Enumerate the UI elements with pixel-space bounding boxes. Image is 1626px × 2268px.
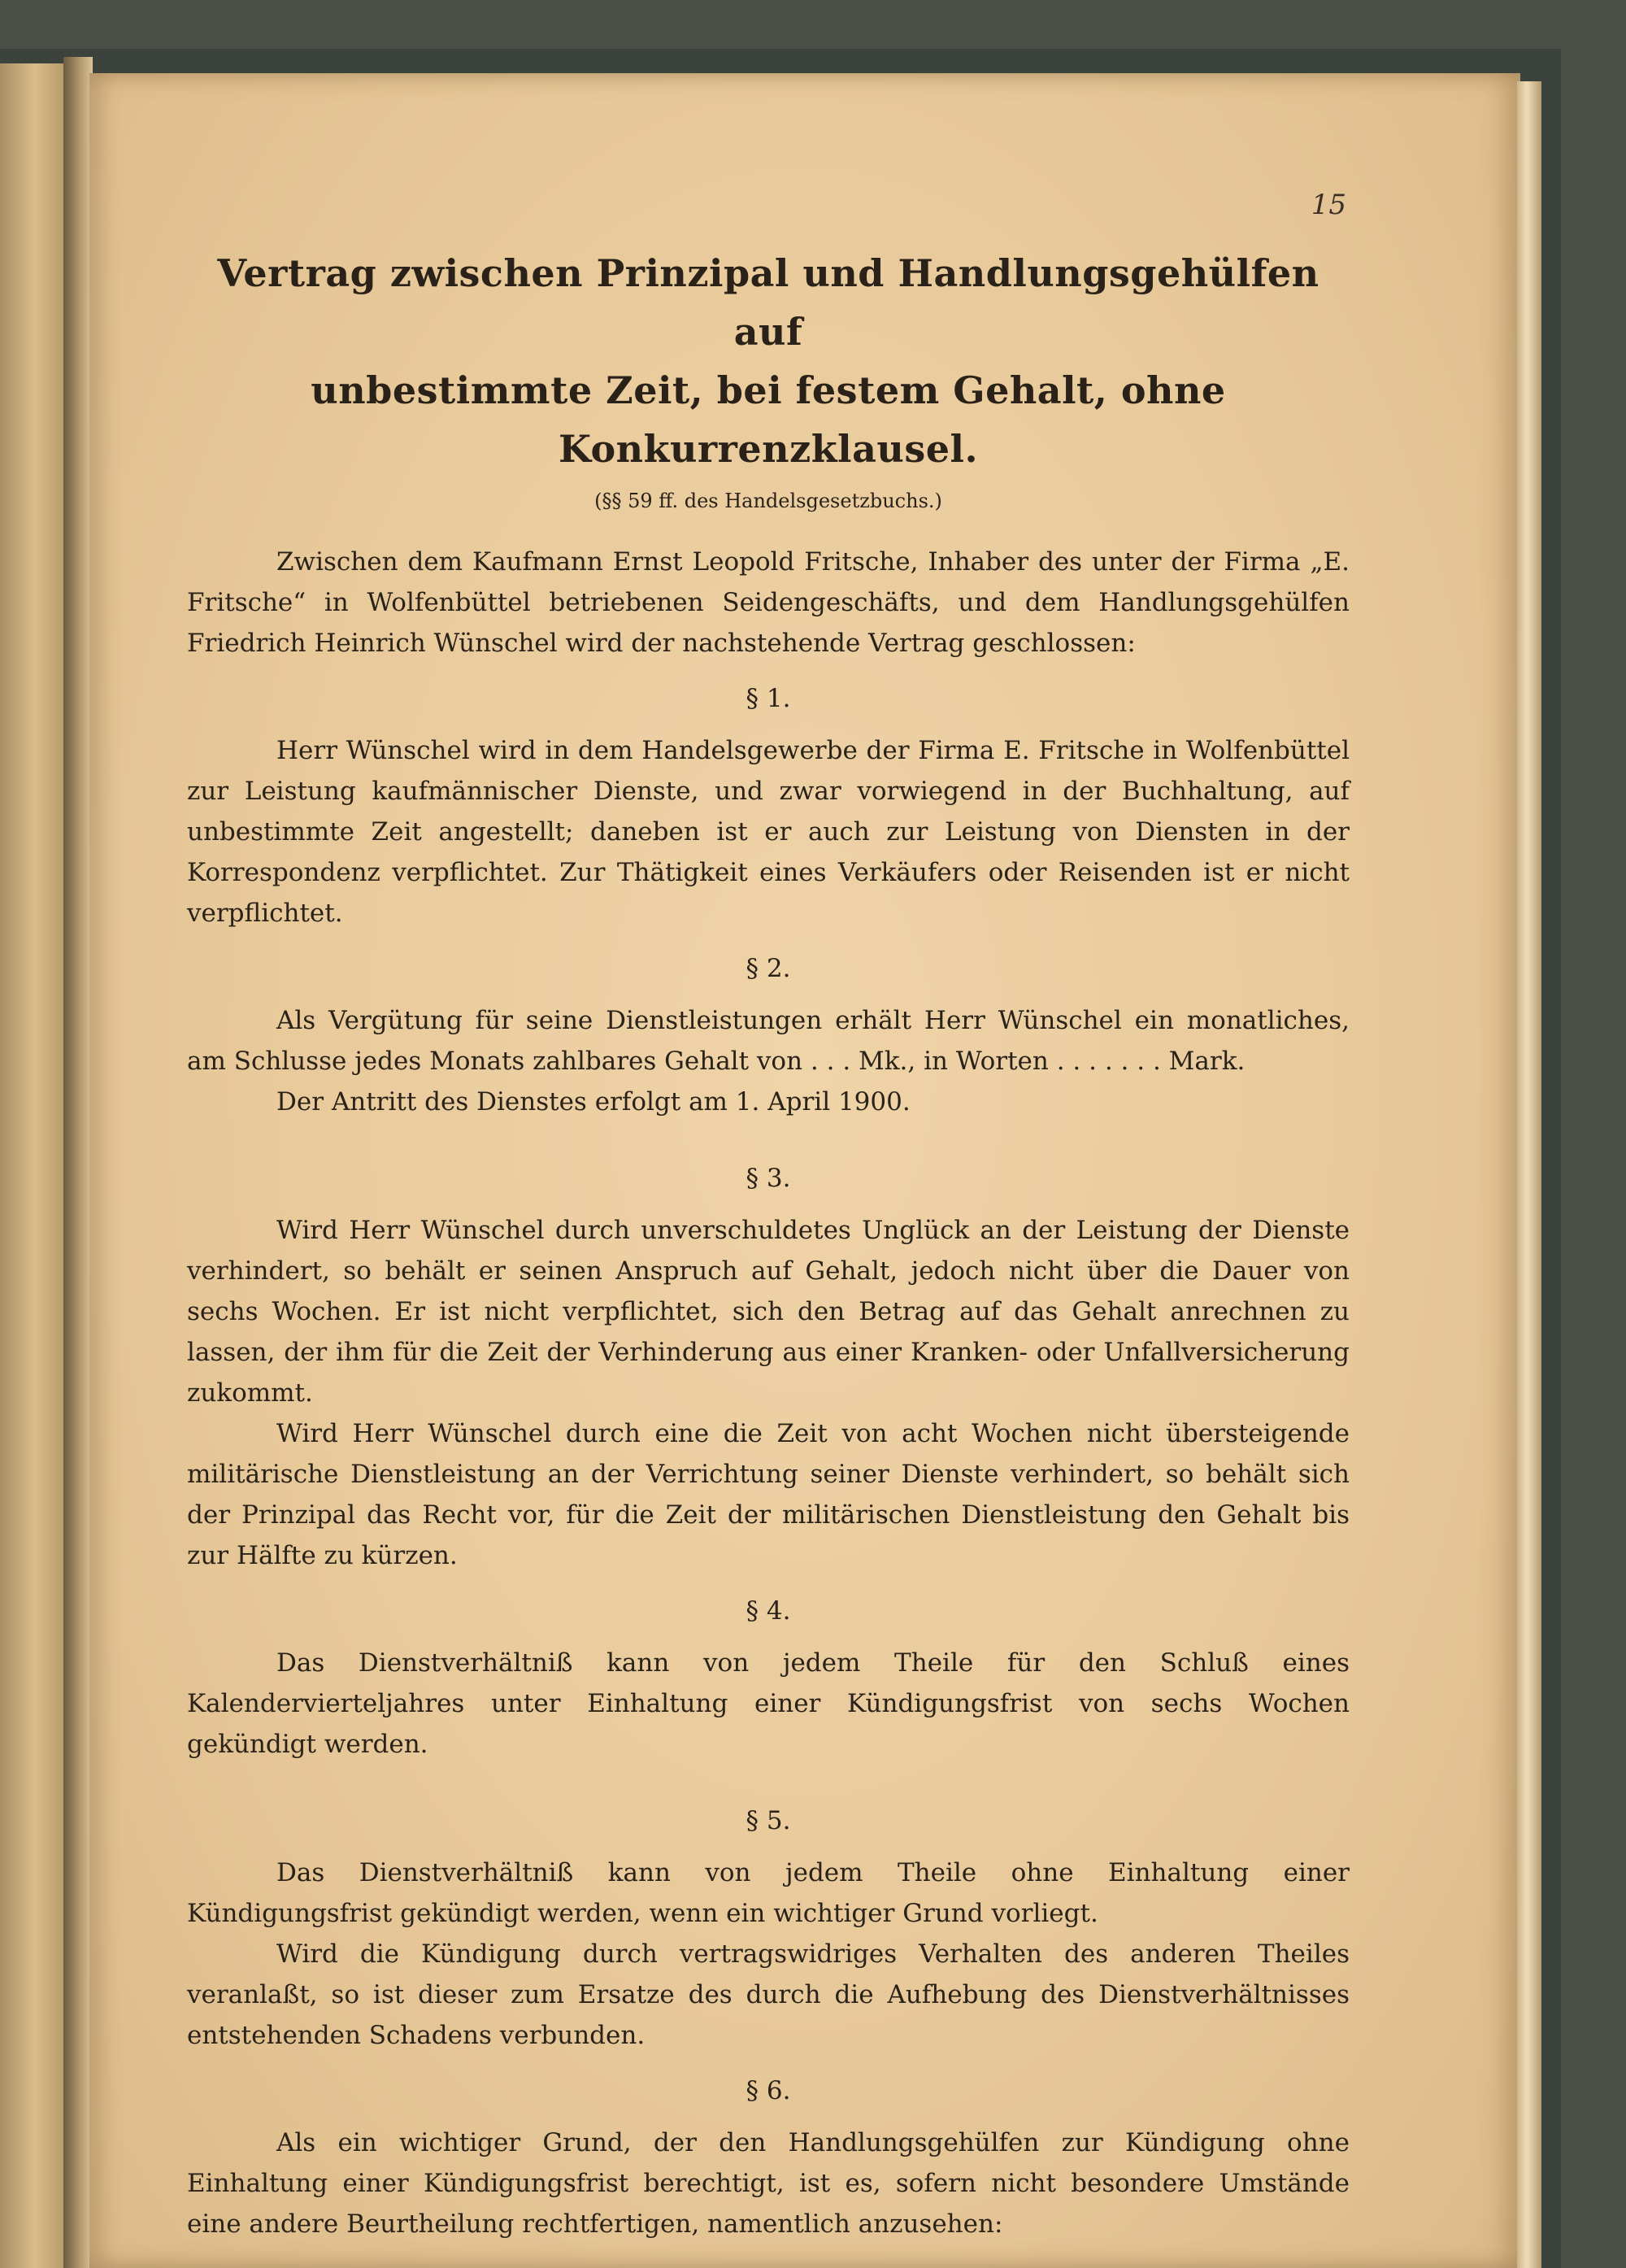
page-number: 15 <box>1311 189 1346 221</box>
section-paragraph: Herr Wünschel wird in dem Handelsgewerbe der Firma E. Fritsche in Wolfenbüttel zur Leistung kaufmännischer Dienste, und zwar vorwiegend in der Buchhaltung, auf unbestimmte Zeit angestellt; daneben ist er auch zur Leistung von Diensten in der Korrespondenz verpflichtet. Zur Thätigkeit eines Verkäufers oder Reisenden ist er nicht verpflichtet. <box>187 736 1350 928</box>
section-paragraph: Als Vergütung für seine Dienstleistungen erhält Herr Wünschel ein monatliches, am Schlusse jedes Monats zahlbares Gehalt von . . . Mk., in Worten . . . . . . . Mark. <box>187 1006 1350 1076</box>
section-paragraph: Wird die Kündigung durch vertragswidriges Verhalten des anderen Theiles veranlaßt, so ist dieser zum Ersatze des durch die Aufhebung des Dienstverhältnisses entstehenden Schadens verbunden. <box>187 1939 1350 2050</box>
section-heading: § 3. <box>746 1164 791 1193</box>
section-heading: § 4. <box>746 1596 791 1626</box>
section-heading: § 6. <box>746 2076 791 2105</box>
title-line-1: Vertrag zwischen Prinzipal und Handlungsgehülfen auf <box>217 251 1319 354</box>
title-line-2: unbestimmte Zeit, bei festem Gehalt, ohne Konkurrenzklausel. <box>311 368 1226 471</box>
page-stack-edge <box>1517 81 1541 2268</box>
section-paragraph: Der Antritt des Dienstes erfolgt am 1. April 1900. <box>276 1087 911 1117</box>
section-heading: § 1. <box>746 684 791 713</box>
section-heading: § 5. <box>746 1806 791 1835</box>
previous-page-edge <box>0 63 63 2268</box>
section-paragraph: Als ein wichtiger Grund, der den Handlungsgehülfen zur Kündigung ohne Einhaltung einer Kündigungsfrist berechtigt, ist es, sofern nicht besondere Umstände eine andere Beurtheilung rechtfertigen, namentlich anzusehen: <box>187 2128 1350 2239</box>
document-subtitle: (§§ 59 ff. des Handelsgesetzbuchs.) <box>594 490 942 512</box>
section-paragraph: Das Dienstverhältniß kann von jedem Theile ohne Einhaltung einer Kündigungsfrist gekündigt werden, wenn ein wichtiger Grund vorliegt. <box>187 1858 1350 1928</box>
page-content <box>187 187 1350 2244</box>
section-paragraph: Wird Herr Wünschel durch eine die Zeit von acht Wochen nicht übersteigende militärische Dienstleistung an der Verrichtung seiner Dienste verhindert, so behält sich der Prinzipal das Recht vor, für die Zeit der militärischen Dienstleistung den Gehalt bis zur Hälfte zu kürzen. <box>187 1419 1350 1570</box>
document-title <box>187 244 1350 478</box>
intro-paragraph: Zwischen dem Kaufmann Ernst Leopold Fritsche, Inhaber des unter der Firma „E. Fritsche“ in Wolfenbüttel betriebenen Seidengeschäfts, und dem Handlungsgehülfen Friedrich Heinrich Wünschel wird der nachstehende Vertrag geschlossen: <box>187 547 1350 658</box>
section-heading: § 2. <box>746 954 791 983</box>
section-paragraph: Das Dienstverhältniß kann von jedem Theile für den Schluß eines Kalendervierteljahres unter Einhaltung einer Kündigungsfrist von sechs Wochen gekündigt werden. <box>187 1648 1350 1759</box>
book-gutter <box>63 57 93 2268</box>
section-paragraph: Wird Herr Wünschel durch unverschuldetes Unglück an der Leistung der Dienste verhindert, so behält er seinen Anspruch auf Gehalt, jedoch nicht über die Dauer von sechs Wochen. Er ist nicht verpflichtet, sich den Betrag auf das Gehalt anrechnen zu lassen, der ihm für die Zeit der Verhinderung aus einer Kranken- oder Unfallversicherung zukommt. <box>187 1216 1350 1408</box>
